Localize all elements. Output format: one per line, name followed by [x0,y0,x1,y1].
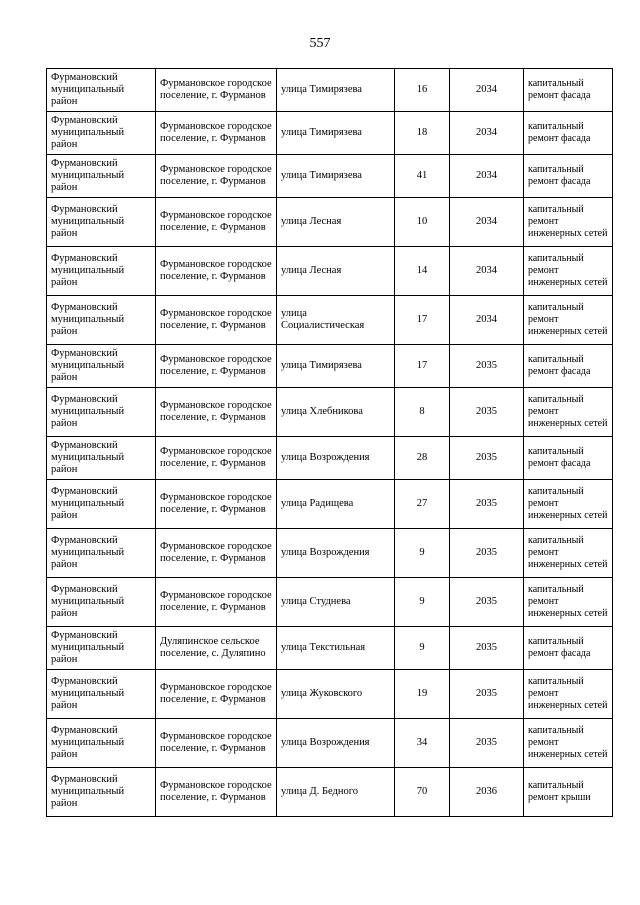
page-number: 557 [309,36,331,51]
settlement-cell: Фурмановское городское поселение, г. Фурманов [156,296,277,345]
house-number-cell: 27 [395,480,450,529]
district-cell: Фурмановский муниципальный район [47,437,156,480]
district-cell: Фурмановский муниципальный район [47,345,156,388]
street-cell: улица Возрождения [277,437,395,480]
table-row [47,155,613,198]
house-number-cell: 9 [395,627,450,670]
year-cell: 2035 [450,719,524,768]
district-cell: Фурмановский муниципальный район [47,112,156,155]
street-cell: улица Д. Бедного [277,768,395,817]
house-number-cell: 17 [395,296,450,345]
year-cell: 2035 [450,345,524,388]
district-cell: Фурмановский муниципальный район [47,670,156,719]
settlement-cell: Фурмановское городское поселение, г. Фурманов [156,768,277,817]
table-row [47,112,613,155]
street-cell: улица Хлебникова [277,388,395,437]
table-row [47,627,613,670]
year-cell: 2035 [450,529,524,578]
district-cell: Фурмановский муниципальный район [47,480,156,529]
house-number-cell: 19 [395,670,450,719]
table-row [47,247,613,296]
table-row [47,388,613,437]
table-row [47,480,613,529]
work-type-cell: капитальный ремонт крыши [524,768,613,817]
settlement-cell: Фурмановское городское поселение, г. Фурманов [156,437,277,480]
street-cell: улица Радищева [277,480,395,529]
street-cell: улица Текстильная [277,627,395,670]
settlement-cell: Фурмановское городское поселение, г. Фурманов [156,112,277,155]
work-type-cell: капитальный ремонт фасада [524,112,613,155]
settlement-cell: Фурмановское городское поселение, г. Фурманов [156,198,277,247]
table-body [47,69,613,817]
work-type-cell: капитальный ремонт фасада [524,155,613,198]
district-cell: Фурмановский муниципальный район [47,529,156,578]
house-number-cell: 16 [395,69,450,112]
district-cell: Фурмановский муниципальный район [47,627,156,670]
street-cell: улица Тимирязева [277,345,395,388]
district-cell: Фурмановский муниципальный район [47,69,156,112]
table-row [47,437,613,480]
street-cell: улица Тимирязева [277,69,395,112]
district-cell: Фурмановский муниципальный район [47,719,156,768]
year-cell: 2035 [450,388,524,437]
table-row [47,529,613,578]
house-number-cell: 10 [395,198,450,247]
house-number-cell: 18 [395,112,450,155]
work-type-cell: капитальный ремонт фасада [524,345,613,388]
settlement-cell: Фурмановское городское поселение, г. Фурманов [156,719,277,768]
year-cell: 2035 [450,437,524,480]
work-type-cell: капитальный ремонт фасада [524,437,613,480]
house-number-cell: 41 [395,155,450,198]
district-cell: Фурмановский муниципальный район [47,155,156,198]
work-type-cell: капитальный ремонт фасада [524,69,613,112]
settlement-cell: Фурмановское городское поселение, г. Фурманов [156,529,277,578]
year-cell: 2036 [450,768,524,817]
settlement-cell: Фурмановское городское поселение, г. Фурманов [156,69,277,112]
work-type-cell: капитальный ремонт инженерных сетей [524,198,613,247]
work-type-cell: капитальный ремонт инженерных сетей [524,670,613,719]
table-row [47,768,613,817]
year-cell: 2034 [450,198,524,247]
street-cell: улица Лесная [277,198,395,247]
settlement-cell: Фурмановское городское поселение, г. Фурманов [156,388,277,437]
work-type-cell: капитальный ремонт инженерных сетей [524,388,613,437]
street-cell: улица Лесная [277,247,395,296]
settlement-cell: Фурмановское городское поселение, г. Фурманов [156,480,277,529]
street-cell: улица Тимирязева [277,112,395,155]
work-type-cell: капитальный ремонт инженерных сетей [524,247,613,296]
street-cell: улица Жуковского [277,670,395,719]
settlement-cell: Фурмановское городское поселение, г. Фурманов [156,155,277,198]
year-cell: 2034 [450,247,524,296]
year-cell: 2034 [450,112,524,155]
street-cell: улица Социалистическая [277,296,395,345]
settlement-cell: Дуляпинское сельское поселение, с. Дуляпино [156,627,277,670]
year-cell: 2034 [450,296,524,345]
house-number-cell: 8 [395,388,450,437]
settlement-cell: Фурмановское городское поселение, г. Фурманов [156,247,277,296]
year-cell: 2035 [450,670,524,719]
work-type-cell: капитальный ремонт инженерных сетей [524,719,613,768]
work-type-cell: капитальный ремонт инженерных сетей [524,529,613,578]
table-row [47,670,613,719]
settlement-cell: Фурмановское городское поселение, г. Фурманов [156,670,277,719]
house-number-cell: 34 [395,719,450,768]
year-cell: 2035 [450,480,524,529]
district-cell: Фурмановский муниципальный район [47,388,156,437]
house-number-cell: 28 [395,437,450,480]
house-number-cell: 14 [395,247,450,296]
house-number-cell: 70 [395,768,450,817]
house-number-cell: 9 [395,578,450,627]
settlement-cell: Фурмановское городское поселение, г. Фурманов [156,345,277,388]
year-cell: 2034 [450,69,524,112]
table-row [47,296,613,345]
district-cell: Фурмановский муниципальный район [47,198,156,247]
street-cell: улица Тимирязева [277,155,395,198]
year-cell: 2034 [450,155,524,198]
table-row [47,69,613,112]
repair-schedule-table [46,68,613,817]
work-type-cell: капитальный ремонт инженерных сетей [524,480,613,529]
street-cell: улица Возрождения [277,719,395,768]
year-cell: 2035 [450,578,524,627]
district-cell: Фурмановский муниципальный район [47,247,156,296]
table-row [47,198,613,247]
table-row [47,719,613,768]
street-cell: улица Студнева [277,578,395,627]
work-type-cell: капитальный ремонт фасада [524,627,613,670]
work-type-cell: капитальный ремонт инженерных сетей [524,578,613,627]
house-number-cell: 9 [395,529,450,578]
district-cell: Фурмановский муниципальный район [47,578,156,627]
district-cell: Фурмановский муниципальный район [47,768,156,817]
table-row [47,345,613,388]
street-cell: улица Возрождения [277,529,395,578]
district-cell: Фурмановский муниципальный район [47,296,156,345]
settlement-cell: Фурмановское городское поселение, г. Фурманов [156,578,277,627]
house-number-cell: 17 [395,345,450,388]
year-cell: 2035 [450,627,524,670]
work-type-cell: капитальный ремонт инженерных сетей [524,296,613,345]
table-row [47,578,613,627]
